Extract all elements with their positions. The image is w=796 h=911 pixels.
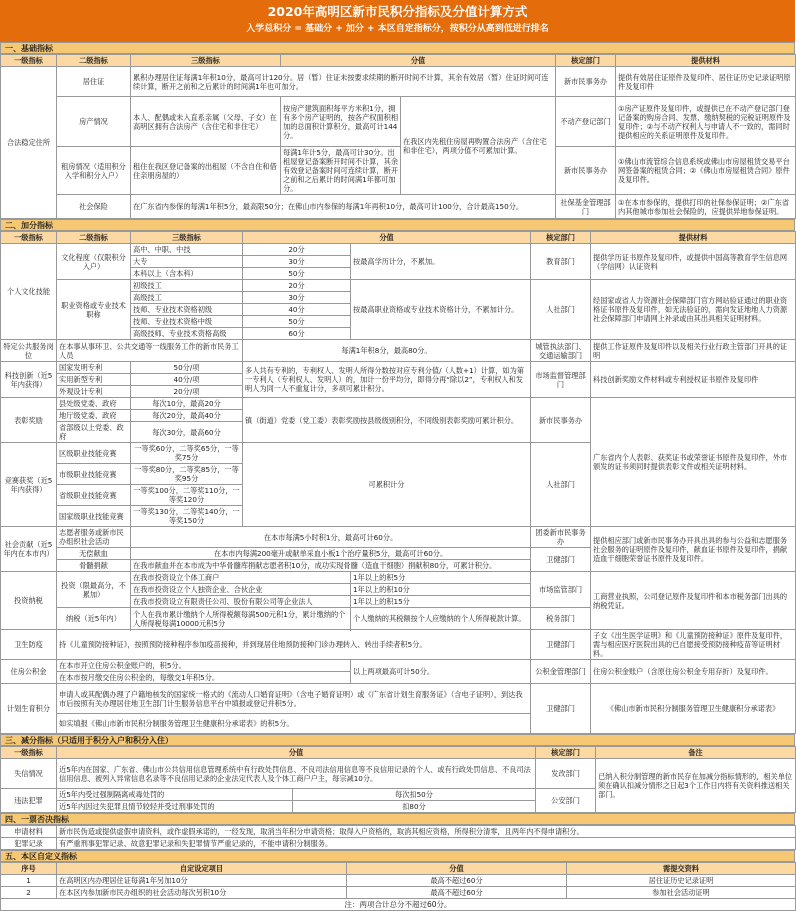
table-cell: 60分 [243,328,351,340]
bonus-tax-score: 个人缴纳的其税额按个人应缴纳的个人所得税款计算。 [351,608,531,630]
bonus-edu: 文化程度（仅限积分入户） [57,244,131,280]
basic-house-cond: 本人、配偶或未入直系亲属（父母、子女）在高明区拥有合法房产（含住宅和非住宅） [131,97,281,147]
table-cell: 50分 [243,268,351,280]
col-score: 分值 [281,55,556,67]
col-seq: 序号 [1,863,57,875]
bonus-family-dept: 卫健部门 [531,684,591,734]
bonus-social-dept1: 团委新市民事务办 [531,527,591,548]
bonus-health: 卫生防疫 [1,630,57,660]
table-cell: 省级职业技能竞赛 [57,485,131,506]
basic-level1: 合法稳定住所 [1,67,57,219]
bonus-contest: 竞赛获奖（近5年内获得） [1,443,57,527]
bonus-health-rule: 持《儿童预防接种证》，按照预防接种程序参加疫苗接种，并到现居住地预防接种门诊办理转入、转出手续者积5分。 [57,630,531,660]
table-cell: 本科以上（含本科） [131,268,243,280]
basic-insurance-rule: 在广东省内参保的每满1年积5分，最高限50分；在佛山市内参保的每满1年再积10分，最高可计100分，合计最高150分。 [131,195,556,219]
bonus-tax: 纳税（近5年内） [57,608,131,630]
table-cell: 20分 [243,244,351,256]
veto-crime: 犯罪记录 [1,838,57,850]
table-cell: 30分 [243,256,351,268]
bonus-fund-r2: 在本市按月缴交住房公积金的，每缴交1年积5分。 [57,672,351,684]
section-basic: 一、基础指标 [0,42,795,54]
basic-rent: 租房情况（适用积分入学和积分入户） [57,147,131,195]
bonus-special-score: 每满1年积8分，最高80分。 [243,340,531,362]
section-veto: 四、一票否决指标 [0,813,795,825]
basic-residence: 居住证 [57,67,131,97]
bonus-qual-mat: 经国家或省人力资源社会保障部门官方网站验证通过的职业资格证书原件及复印件，如无法验证的，需向发证地地人力资源社会保障部门申请网上补录或由其出具相关证明材料。 [591,280,796,340]
page-title: 2020年高明区新市民积分指标及分值计算方式 [267,4,528,19]
col-docs: 需提交资料 [567,863,796,875]
minus-crime-a: 近5年内受过强制隔离戒毒处罚的 [57,789,293,801]
bonus-fund: 住房公积金 [1,660,57,684]
minus-crime-dept: 公安部门 [536,789,596,813]
minus-crime-a-score: 每次扣50分 [293,789,536,801]
table-cell: 外观设计专利 [57,386,131,398]
bonus-qual-score: 按最高职业资格或专业技术资格计分，不累加计分。 [351,280,531,340]
minus-crime-b: 近5年内因过失犯罪且情节较轻并受过刑事处罚的 [57,801,293,813]
bonus-honor-mat: 广东省内个人表彰、获奖证书或荣誉证书原件及复印件，外市颁发的证书须同时提供表彰文件或相关证明材料。 [591,398,796,527]
bonus-family-r2: 如实填报《佛山市新市民积分制服务管理卫生健康积分承诺表》的积5分。 [57,714,531,734]
bonus-special: 特定公共服务岗位 [1,340,57,362]
table-cell: 40分/项 [131,374,243,386]
page-header [0,0,795,42]
section-custom: 五、本区自定义指标 [0,850,795,862]
col-third: 三级指标 [131,55,281,67]
bonus-edu-dept: 教育部门 [531,244,591,280]
bonus-invest-l2: 投资（限最高分，不累加） [57,572,131,608]
table-cell: 在我市投资设立个人独资企业、合伙企业 [131,584,351,596]
table-cell: 50分/项 [131,362,243,374]
table-cell: 20分 [243,280,351,292]
table-cell: 居住证历史记录证明 [567,875,796,887]
col-dept: 核定部门 [536,747,596,759]
table-cell: 高级技师、专业技术资格高级 [131,328,243,340]
bonus-family: 计划生育积分 [1,684,57,734]
bonus-qual-dept: 人社部门 [531,280,591,340]
bonus-edu-mat: 提供学历证书原件及复印件，或提供中国高等教育学生信息网（学信网）认证资料 [591,244,796,280]
table-cell: 市级职业技能竞赛 [57,464,131,485]
col-first: 一级指标 [1,747,57,759]
basic-house: 房产情况 [57,97,131,147]
bonus-marrow-score: 在我市献血并在本市成为中华骨髓库捐献志愿者积10分，成功实现骨髓（造血干细胞）捐献积80分，可累计积分。 [131,560,531,572]
bonus-health-mat: 子女《出生医学证明》和《儿童预防接种证》原件及复印件，需与相应医疗医院出具的已自愿接受预防接种疫苗等证明材料。 [591,630,796,660]
basic-house-mat: ①房产证原件及复印件，或提供已在不动产登记部门登记备案的购房合同、发票、缴纳契税的完税证明原件及复印件；②与不动产权利人与申请人不一致的，需同时提供相应的关系证明原件及复印件。 [616,97,796,147]
col-second: 二级指标 [57,55,131,67]
bonus-fund-r1: 在本市开立住房公积金账户的，积5分。 [57,660,351,672]
basic-residence-mat: 提供有效居住证原件及复印件、居住证历史记录证明原件及复印件 [616,67,796,97]
minus-credit: 失信情况 [1,759,57,789]
table-cell: 国家发明专利 [57,362,131,374]
bonus-social: 社会贡献（近5年内在本市内） [1,527,57,572]
table-cell: 一等奖100分，二等奖110分，一等奖120分 [131,485,243,506]
section-minus: 三、减分指标（只适用于积分入户和积分入住） [0,734,795,746]
bonus-fund-mat: 住房公积金账户（含原住房公积金专用存折）及复印件。 [591,660,796,684]
bonus-tax-dept: 税务部门 [531,608,591,630]
table-basic [0,54,796,219]
table-cell: 在我市投资设立个体工商户 [131,572,351,584]
basic-insurance-mat: ①在本市参保的，提供打印的社保参保证明；②广东省内其他城市参加社会保险的，应提供异地参保证明。 [616,195,796,219]
table-cell: 最高不超过60分 [347,875,567,887]
basic-insurance-dept: 社保基金管理部门 [556,195,616,219]
basic-house-rule: 按房产建筑面积每平方米积1分，拥有多个房产证明的，按各产权面积相加的总面积计算积分，最高可计144分。 [281,97,401,147]
veto-material: 申请材料 [1,826,57,838]
col-note: 备注 [596,747,796,759]
col-material: 提供材料 [616,55,796,67]
table-cell: 1 [1,875,57,887]
page-subtitle: 入学总积分 = 基础分 + 加分 + 本区自定指标分，按积分从高到低进行排名 [246,23,549,34]
bonus-volunteer: 志愿者服务或新市民办组织社会活动 [57,527,131,548]
basic-rent-rule: 每满1年计5分，最高可计30分。出租屋登记备案断开时间不计算，其余有效登记备案时间可连续计算，断开之前和之后累计的时间满1年都可加分。 [281,147,401,195]
bonus-tax-rule: 个人在我市累计缴纳个人所得税额每满500元积1分，累计缴纳的个人所得税每满10000元积5分 [131,608,351,630]
table-bonus [0,231,796,734]
table-custom [0,862,796,911]
col-dept: 核定部门 [531,232,591,244]
bonus-blood: 无偿献血 [57,548,131,560]
bonus-qual: 职业资格或专业技术职称 [57,280,131,340]
bonus-blood-score: 在本市内每满200毫升或献单采血小板1个治疗量积5分，最高可计60分。 [131,548,531,560]
basic-rent-mat: ①佛山市流管综合信息系统或佛山市房屋租赁交易平台网签备案的租赁合同；②《佛山市房屋租赁合同》原件及复印件。 [616,147,796,195]
bonus-tech-mat: 科技创新奖励文件材料或专利授权证书原件及复印件 [591,362,796,398]
minus-crime-b-score: 扣80分 [293,801,536,813]
bonus-contest-score: 可累积计分 [243,443,531,527]
table-cell: 40分 [243,304,351,316]
col-score: 分值 [243,232,531,244]
table-cell: 每次20分，最高40分 [131,410,243,422]
table-cell: 2 [1,887,57,899]
table-cell: 初级技工 [131,280,243,292]
bonus-family-r1: 申请人或其配偶办理了户籍地核发的国家统一格式的《流动人口婚育证明》（含电子婚育证明）或《广东省计划生育服务证》（含电子证明），到达我市后按照有关办理居住地卫生部门计生服务信息平台中填报或登记并积5分。 [57,684,531,714]
table-cell: 县处级党委、政府 [57,398,131,410]
bonus-family-mat: 《佛山市新市民积分制服务管理卫生健康积分承诺表》 [591,684,796,734]
table-minus [0,746,796,813]
table-cell: 地厅级党委、政府 [57,410,131,422]
col-score: 分值 [347,863,567,875]
table-cell: 20分/项 [131,386,243,398]
table-cell: 实用新型专利 [57,374,131,386]
section-bonus: 二、加分指标 [0,219,795,231]
col-second: 二级指标 [57,232,131,244]
bonus-honor: 表彰奖励 [1,398,57,443]
table-cell: 最高不超过60分 [347,887,567,899]
table-cell: 区级职业技能竞赛 [57,443,131,464]
bonus-social-dept2: 卫健部门 [531,548,591,572]
table-cell: 一等奖60分，二等奖65分，一等奖75分 [131,443,243,464]
bonus-special-cond: 在本事从事环卫、公共交通等一线服务工作的新市民务工人员 [57,340,243,362]
table-veto [0,825,796,850]
bonus-fund-score: 以上两项最高可计50分。 [351,660,531,684]
table-cell: 参加社会活动证明 [567,887,796,899]
veto-crime-rule: 有严重刑事犯罪记录、故意犯罪记录和失犯罪情节严重记录的，不能申请积分制服务。 [57,838,796,850]
bonus-contest-dept: 人社部门 [531,443,591,527]
basic-residence-dept: 新市民事务办 [556,67,616,97]
col-first: 一级指标 [1,55,57,67]
col-third: 三级指标 [131,232,243,244]
bonus-skill-level1: 个人文化技能 [1,244,57,340]
col-custom: 自定设定项目 [57,863,347,875]
basic-residence-rule: 累积办理居住证每满1年积10分，最高可计120分。居（暂）住证未按要求续期的断开时间不计算，其余有效居（暂）住证时间可连续计算，断开之前和之后累计的时间满1年也可加分。 [131,67,556,97]
table-cell: 每次30分，最高60分 [131,422,243,443]
bonus-marrow: 骨髓捐献 [57,560,131,572]
bonus-honor-score: 镇（街道）党委（党工委）表彰奖励按县级级别积分，不同级别表彰奖励可累计积分。 [243,398,531,443]
bonus-tech-score: 多人共有专利的，专利权人、发明人所得分数按对应专利分值/（人数+1）计算，如为第一专利人（专利权人、发明人）的，加计一份平均分，即得分再“除以2”，专利权人和发明人为同一人不重复计分，多项可累计积分。 [243,362,531,398]
minus-crime: 违法犯罪 [1,789,57,813]
table-cell: 每次10分，最高20分 [131,398,243,410]
basic-rent-dept: 新市民事务办 [556,147,616,195]
table-cell: 高中、中职、中技 [131,244,243,256]
veto-material-rule: 新市民伪造或提供虚假申请资料，或作虚假承诺的，一经发现，取消当年积分申请资格；取得入户资格的，取消其相应资格，所得积分清零，且两年内不得申请积分。 [57,826,796,838]
table-cell: 1年以上的积15分 [351,596,531,608]
bonus-invest-dept1: 市场监管部门 [531,572,591,608]
basic-rent-cond: 租住在我区登记备案的出租屋（不含自住和借住亲朋房屋的） [131,147,281,195]
table-cell: 在高明区内办理居住证每满1年另加10分 [57,875,347,887]
bonus-honor-dept: 新市民事务办 [531,398,591,443]
table-cell: 1年以上的积10分 [351,584,531,596]
table-cell: 一等奖80分，二等奖85分，一等奖95分 [131,464,243,485]
table-cell: 一等奖130分，二等奖140分，一等奖150分 [131,506,243,527]
table-cell: 在本区内参加新市民办组织的社会活动每次另积10分 [57,887,347,899]
col-first: 一级指标 [1,232,57,244]
bonus-special-dept: 城管执法部门、交通运输部门 [531,340,591,362]
col-dept: 核定部门 [556,55,616,67]
custom-note: 注：两项合计总分不超过60分。 [1,899,796,911]
table-cell: 高级技工 [131,292,243,304]
bonus-invest-mat: 工商营业执照，公司登记原件及复印件和本市税务部门出具的纳税凭证。 [591,572,796,630]
basic-house-score: 在我区内先租住房屋再购置合法房产（含住宅和非住宅），两项分值不可累加计算。 [401,97,556,195]
table-cell: 30分 [243,292,351,304]
col-score: 分值 [57,747,536,759]
bonus-social-mat: 提供相应部门或新市民事务办开具出具的参与公益和志愿服务社会服务的证明原件及复印件，献血证书原件及复印件，捐献造血干细胞荣誉证书原件及复印件。 [591,527,796,572]
minus-credit-dept: 发改部门 [536,759,596,789]
table-cell: 大专 [131,256,243,268]
bonus-tech-dept: 市场监督管理部门 [531,362,591,398]
table-cell: 在我市投资设立有限责任公司、股份有限公司等企业法人 [131,596,351,608]
table-cell: 技师、专业技术资格初级 [131,304,243,316]
basic-house-dept: 不动产登记部门 [556,97,616,147]
minus-credit-rule: 近5年内在国家、广东省、佛山市公共信用信息管理系统中有行政处罚信息、不良司法信用信息等不良信用记录的个人、或有行政处罚信息、不良司法信用信息、被列入异常信息名录等不良信用记录的企业法定代表人及个体工商户户主，每宗减10分。 [57,759,536,789]
minus-note: 已纳入积分制管理的新市民存在加减分指标情形的，相关单位须在确认扣减分情形之日起3个工作日内将有关资料推送相关部门。 [596,759,796,813]
bonus-invest: 投资纳税 [1,572,57,630]
table-cell: 技师、专业技术资格中级 [131,316,243,328]
table-cell: 国家级职业技能竞赛 [57,506,131,527]
table-cell: 50分 [243,316,351,328]
table-cell: 1年以上的积5分 [351,572,531,584]
bonus-fund-dept: 公积金管理部门 [531,660,591,684]
table-cell: 省部级以上党委、政府 [57,422,131,443]
bonus-tech: 科技创新（近5年内获得） [1,362,57,398]
bonus-health-dept: 卫健部门 [531,630,591,660]
col-material: 提供材料 [591,232,796,244]
bonus-edu-score: 按最高学历计分，不累加。 [351,244,531,280]
basic-insurance: 社会保险 [57,195,131,219]
bonus-volunteer-score: 在本市每满5小时积1分，最高可计60分。 [131,527,531,548]
bonus-special-mat: 提供工作证原件及复印件以及相关行业行政主管部门开具的证明 [591,340,796,362]
